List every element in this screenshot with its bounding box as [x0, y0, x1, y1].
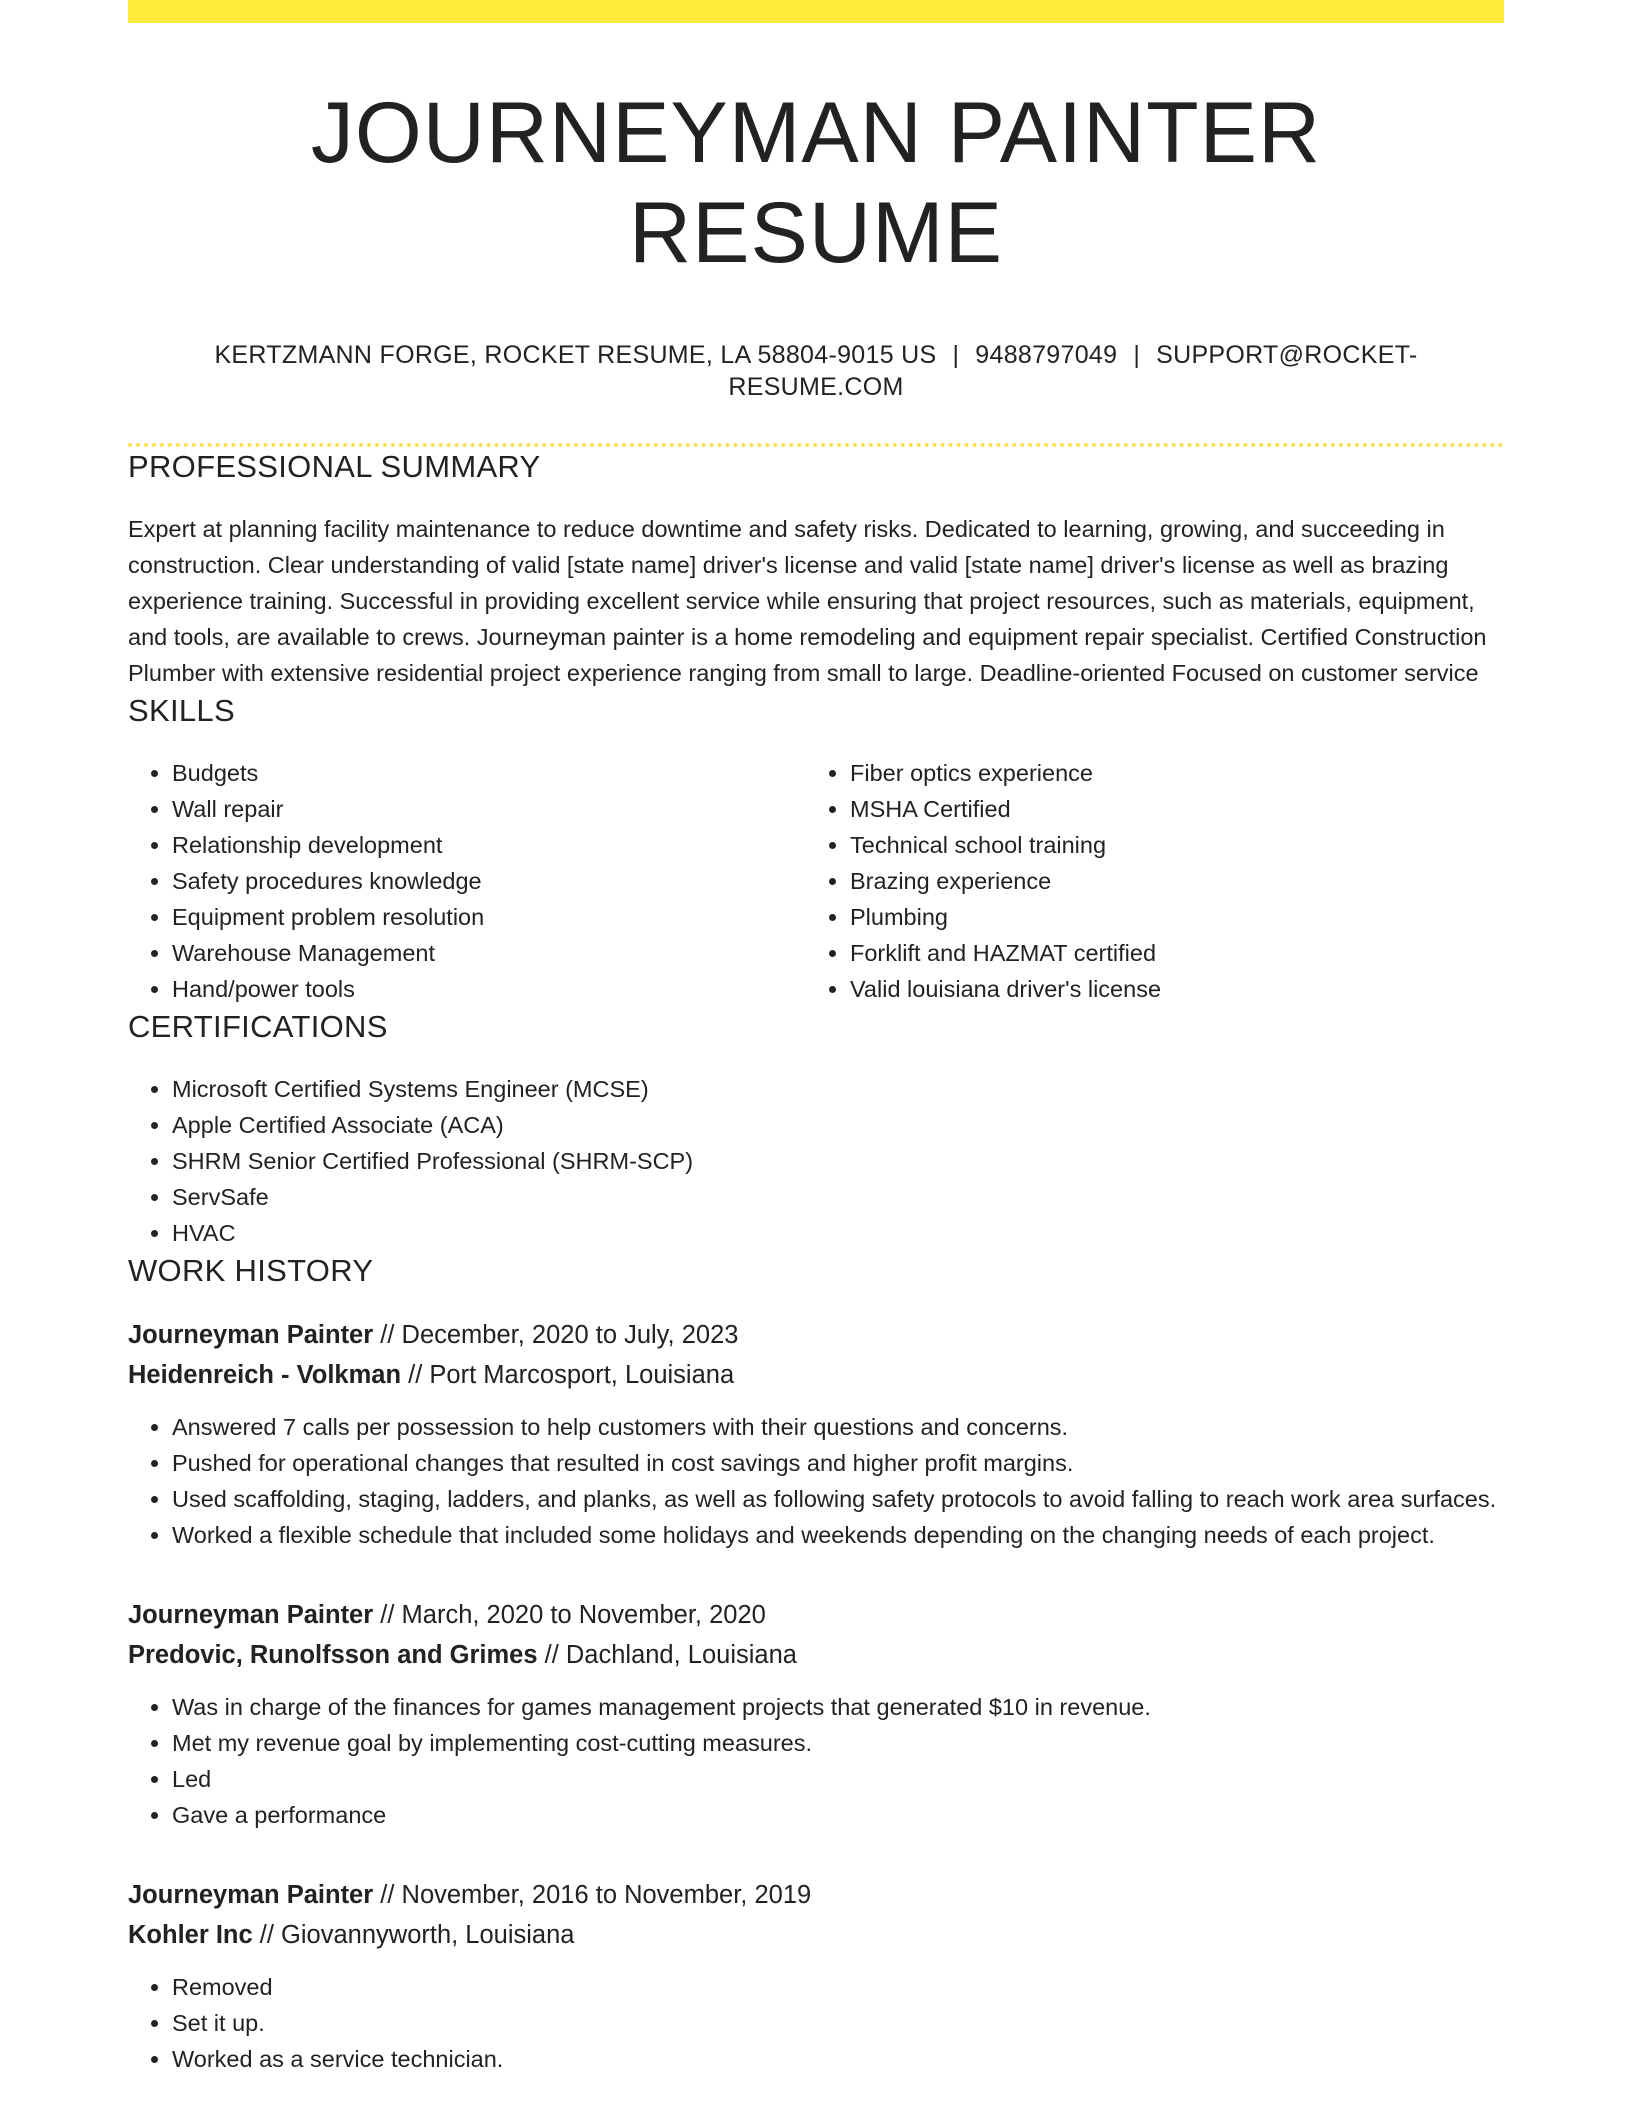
skill-item: • Fiber optics experience [850, 755, 1548, 791]
skills-list-right [806, 755, 1548, 1007]
job-entry [128, 1875, 1504, 2077]
job-location: Dachland, Louisiana [565, 1641, 797, 1669]
job-bullet: • Met my revenue goal by implementing cost-cutting measures. [172, 1725, 1504, 1761]
summary-heading: PROFESSIONAL SUMMARY [128, 449, 541, 484]
job-dates: November, 2016 to November, 2019 [401, 1881, 812, 1909]
skill-item: • Safety procedures knowledge [172, 863, 806, 899]
job-company: Predovic, Runolfsson and Grimes [128, 1641, 538, 1669]
job-title-line [128, 1875, 1504, 1915]
job-entry [128, 1595, 1504, 1833]
certification-item: • HVAC [172, 1215, 1504, 1251]
skills-list-left [128, 755, 806, 1007]
job-company-line [128, 1635, 1504, 1675]
job-bullet: • Pushed for operational changes that resulted in cost savings and higher profit margins. [172, 1445, 1504, 1481]
job-bullet: • Worked a flexible schedule that included some holidays and weekends depending on the changing needs of each project. [172, 1517, 1504, 1553]
job-bullet: • Led [172, 1761, 1504, 1797]
skill-item: • Relationship development [172, 827, 806, 863]
contact-separator: | [952, 341, 960, 369]
job-entry [128, 1315, 1504, 1553]
skills-columns [128, 755, 1504, 1007]
job-separator: // [380, 1881, 395, 1909]
job-separator: // [259, 1921, 274, 1949]
skill-item: • Wall repair [172, 791, 806, 827]
certification-item: • Apple Certified Associate (ACA) [172, 1107, 1504, 1143]
job-title-line [128, 1595, 1504, 1635]
job-bullet: • Worked as a service technician. [172, 2041, 1504, 2077]
resume-page [128, 0, 1504, 2077]
summary-text: Expert at planning facility maintenance to reduce downtime and safety risks. Dedicated to learning, growing, and succeeding in construction. Clear understanding of valid [state name] driver's license and valid [state name] driver's license as well as brazing experience training. Successful in providing excellent service while ensuring that project resources, such as materials, equipment, and tools, are available to crews. Journeyman painter is a home remodeling and equipment repair specialist. Certified Construction Plumber with extensive residential project experience ranging from small to large. Deadline-oriented Focused on customer service [128, 516, 1487, 686]
skill-item: • Plumbing [850, 899, 1548, 935]
job-title: Journeyman Painter [128, 1321, 374, 1349]
skill-item: • MSHA Certified [850, 791, 1548, 827]
job-title-line [128, 1315, 1504, 1355]
job-bullet: • Set it up. [172, 2005, 1504, 2041]
job-company: Kohler Inc [128, 1921, 253, 1949]
job-company: Heidenreich - Volkman [128, 1361, 402, 1389]
job-bullet: • Used scaffolding, staging, ladders, and planks, as well as following safety protocols to avoid falling to reach work area surfaces. [172, 1481, 1504, 1517]
work-history-heading: WORK HISTORY [128, 1253, 374, 1288]
job-title: Journeyman Painter [128, 1881, 374, 1909]
skill-item: • Equipment problem resolution [172, 899, 806, 935]
skill-item: • Forklift and HAZMAT certified [850, 935, 1548, 971]
job-title: Journeyman Painter [128, 1601, 374, 1629]
certification-item: • SHRM Senior Certified Professional (SHRM-SCP) [172, 1143, 1504, 1179]
certification-item: • Microsoft Certified Systems Engineer (MCSE) [172, 1071, 1504, 1107]
contact-phone: 9488797049 [975, 341, 1118, 369]
job-bullets [128, 1689, 1504, 1833]
job-bullets [128, 1969, 1504, 2077]
skill-item: • Technical school training [850, 827, 1548, 863]
skill-item: • Brazing experience [850, 863, 1548, 899]
contact-line [128, 339, 1504, 403]
job-separator: // [380, 1601, 395, 1629]
skill-item: • Warehouse Management [172, 935, 806, 971]
skill-item: • Valid louisiana driver's license [850, 971, 1548, 1007]
job-separator: // [408, 1361, 423, 1389]
certifications-list [128, 1071, 1504, 1251]
job-separator: // [380, 1321, 395, 1349]
certification-item: • ServSafe [172, 1179, 1504, 1215]
certifications-heading: CERTIFICATIONS [128, 1009, 388, 1044]
resume-title: JOURNEYMAN PAINTER RESUME [310, 85, 1322, 281]
job-bullet: • Was in charge of the finances for games management projects that generated $10 in revenue. [172, 1689, 1504, 1725]
contact-address: KERTZMANN FORGE, ROCKET RESUME, LA 58804-9015 US [214, 341, 937, 369]
job-dates: December, 2020 to July, 2023 [401, 1321, 739, 1349]
job-dates: March, 2020 to November, 2020 [401, 1601, 766, 1629]
contact-separator: | [1133, 341, 1141, 369]
skills-heading: SKILLS [128, 693, 235, 728]
skill-item: • Hand/power tools [172, 971, 806, 1007]
skill-item: • Budgets [172, 755, 806, 791]
job-company-line [128, 1355, 1504, 1395]
accent-bar [128, 0, 1504, 23]
contact-email: SUPPORT@ROCKET-RESUME.COM [728, 341, 1418, 401]
job-location: Port Marcosport, Louisiana [429, 1361, 735, 1389]
job-bullet: • Removed [172, 1969, 1504, 2005]
job-bullet: • Answered 7 calls per possession to help customers with their questions and concerns. [172, 1409, 1504, 1445]
job-separator: // [544, 1641, 559, 1669]
job-location: Giovannyworth, Louisiana [281, 1921, 575, 1949]
job-bullet: • Gave a performance [172, 1797, 1504, 1833]
job-bullets [128, 1409, 1504, 1553]
job-company-line [128, 1915, 1504, 1955]
